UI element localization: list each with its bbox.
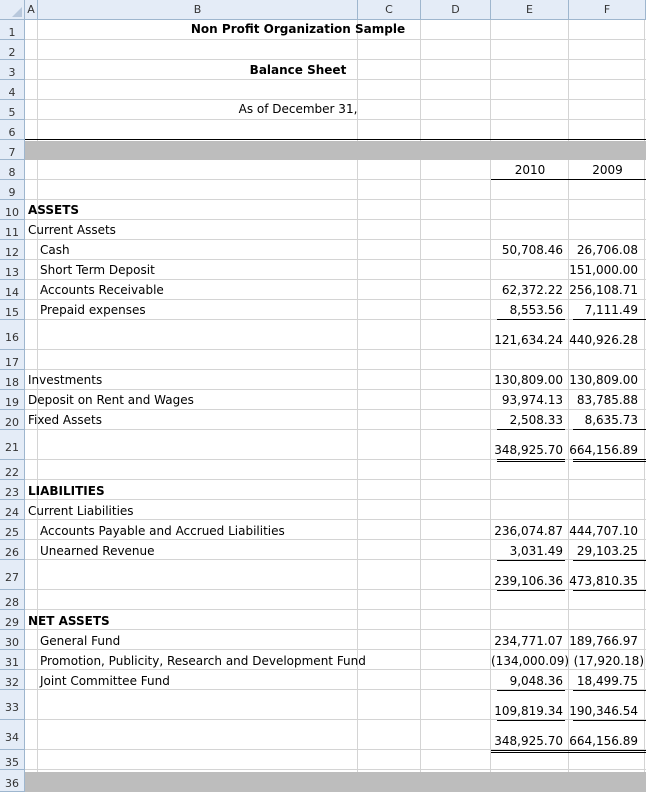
row-gridline: [25, 649, 646, 650]
row-header-8[interactable]: 8: [0, 160, 25, 180]
row-gridline: [25, 199, 646, 200]
row-header-5[interactable]: 5: [0, 100, 25, 120]
current-assets-label: Current Assets: [28, 223, 116, 237]
unearned-revenue-label: Unearned Revenue: [40, 544, 155, 558]
current-liabilities-label: Current Liabilities: [28, 504, 134, 518]
cash-label: Cash: [40, 243, 70, 257]
footer-band: [25, 772, 646, 792]
row-gridline: [25, 39, 646, 40]
row-gridline: [25, 239, 646, 240]
row-header-27[interactable]: 27: [0, 560, 25, 590]
row-gridline: [25, 499, 646, 500]
row-header-21[interactable]: 21: [0, 430, 25, 460]
net-assets-heading: NET ASSETS: [28, 614, 110, 628]
current-assets-underline-e: [497, 319, 565, 320]
row-header-6[interactable]: 6: [0, 120, 25, 140]
cash-2010: 50,708.46: [501, 243, 563, 257]
accounts-payable-label: Accounts Payable and Accrued Liabilities: [40, 524, 285, 538]
row-header-4[interactable]: 4: [0, 80, 25, 100]
row-gridline: [25, 389, 646, 390]
row-gridline: [25, 629, 646, 630]
row-header-30[interactable]: 30: [0, 630, 25, 650]
net-assets-total-2009: 190,346.54: [569, 704, 638, 718]
row-header-11[interactable]: 11: [0, 220, 25, 240]
fixed-assets-2009: 8,635.73: [584, 413, 638, 427]
row-header-20[interactable]: 20: [0, 410, 25, 430]
column-header-a[interactable]: A: [25, 0, 38, 20]
joint-committee-fund-label: Joint Committee Fund: [40, 674, 170, 688]
row-header-12[interactable]: 12: [0, 240, 25, 260]
promotion-fund-2009: (17,920.18): [573, 654, 644, 668]
organization-name: Non Profit Organization Sample: [190, 22, 406, 36]
liabilities-total-underline-f: [573, 590, 646, 591]
net-assets-total-underline-e: [497, 720, 565, 721]
cash-2009: 26,706.08: [576, 243, 638, 257]
assets-total-dbl-f2: [573, 461, 646, 462]
prepaid-expenses-label: Prepaid expenses: [40, 303, 146, 317]
column-header-e[interactable]: E: [491, 0, 569, 20]
row-header-7[interactable]: 7: [0, 140, 25, 160]
row-header-17[interactable]: 17: [0, 350, 25, 370]
row-header-33[interactable]: 33: [0, 690, 25, 720]
assets-heading: ASSETS: [28, 203, 80, 217]
general-fund-label: General Fund: [40, 634, 121, 648]
investments-2010: 130,809.00: [494, 373, 563, 387]
grand-total-dbl-f1: [569, 750, 646, 751]
row-header-14[interactable]: 14: [0, 280, 25, 300]
row-header-1[interactable]: 1: [0, 20, 25, 40]
liabilities-underline-e: [497, 560, 565, 561]
prepaid-expenses-2010: 8,553.56: [509, 303, 563, 317]
row-gridline: [25, 59, 646, 60]
investments-2009: 130,809.00: [569, 373, 638, 387]
header-band: [25, 141, 646, 160]
assets-underline-e: [497, 429, 565, 430]
row-gridline: [25, 279, 646, 280]
deposit-rent-wages-2010: 93,974.13: [501, 393, 563, 407]
row-header-3[interactable]: 3: [0, 60, 25, 80]
accounts-payable-2009: 444,707.10: [569, 524, 638, 538]
row-header-15[interactable]: 15: [0, 300, 25, 320]
general-fund-2010: 234,771.07: [494, 634, 563, 648]
row-header-32[interactable]: 32: [0, 670, 25, 690]
column-gridline: [644, 20, 645, 792]
liabilities-heading: LIABILITIES: [28, 484, 105, 498]
row-gridline: [25, 99, 646, 100]
title-underline: [25, 139, 646, 140]
deposit-rent-wages-2009: 83,785.88: [576, 393, 638, 407]
assets-total-dbl-f1: [573, 459, 646, 460]
row-header-26[interactable]: 26: [0, 540, 25, 560]
deposit-rent-wages-label: Deposit on Rent and Wages: [28, 393, 194, 407]
column-header-b[interactable]: B: [38, 0, 358, 20]
row-gridline: [25, 609, 646, 610]
accounts-receivable-label: Accounts Receivable: [40, 283, 164, 297]
row-header-34[interactable]: 34: [0, 720, 25, 750]
assets-total-2009: 664,156.89: [569, 443, 638, 457]
assets-total-2010: 348,925.70: [494, 443, 563, 457]
row-header-2[interactable]: 2: [0, 40, 25, 60]
current-assets-total-2009: 440,926.28: [569, 333, 638, 347]
investments-label: Investments: [28, 373, 103, 387]
row-header-16[interactable]: 16: [0, 320, 25, 350]
grand-total-2010: 348,925.70: [494, 734, 563, 748]
row-header-29[interactable]: 29: [0, 610, 25, 630]
as-of-date: As of December 31,: [238, 102, 358, 116]
liabilities-underline-f: [573, 560, 646, 561]
grand-total-dbl-e2: [491, 752, 569, 753]
general-fund-2009: 189,766.97: [569, 634, 638, 648]
row-header-24[interactable]: 24: [0, 500, 25, 520]
short-term-deposit-2009: 151,000.00: [569, 263, 638, 277]
row-gridline: [25, 669, 646, 670]
year-2010: 2010: [514, 163, 546, 177]
column-gridline: [420, 20, 421, 792]
liabilities-total-2010: 239,106.36: [494, 574, 563, 588]
row-header-23[interactable]: 23: [0, 480, 25, 500]
column-gridline: [357, 20, 358, 792]
assets-total-dbl-e1: [497, 459, 565, 460]
row-gridline: [25, 219, 646, 220]
accounts-receivable-2009: 256,108.71: [569, 283, 638, 297]
row-header-25[interactable]: 25: [0, 520, 25, 540]
net-assets-underline-f: [573, 690, 646, 691]
current-assets-total-2010: 121,634.24: [494, 333, 563, 347]
row-header-36[interactable]: 36: [0, 770, 25, 792]
grand-total-2009: 664,156.89: [569, 734, 638, 748]
column-header-d[interactable]: D: [421, 0, 491, 20]
joint-committee-fund-2009: 18,499.75: [576, 674, 638, 688]
unearned-revenue-2009: 29,103.25: [576, 544, 638, 558]
row-header-28[interactable]: 28: [0, 590, 25, 610]
liabilities-total-2009: 473,810.35: [569, 574, 638, 588]
row-header-31[interactable]: 31: [0, 650, 25, 670]
net-assets-total-underline-f: [573, 720, 646, 721]
liabilities-total-underline-e: [497, 590, 565, 591]
assets-total-dbl-e2: [497, 461, 565, 462]
joint-committee-fund-2010: 9,048.36: [509, 674, 563, 688]
fixed-assets-label: Fixed Assets: [28, 413, 102, 427]
grand-total-dbl-e1: [491, 750, 569, 751]
accounts-receivable-2010: 62,372.22: [501, 283, 563, 297]
short-term-deposit-label: Short Term Deposit: [40, 263, 155, 277]
row-gridline: [25, 369, 646, 370]
assets-underline-f: [573, 429, 646, 430]
row-gridline: [25, 769, 646, 770]
accounts-payable-2010: 236,074.87: [494, 524, 563, 538]
promotion-fund-label: Promotion, Publicity, Research and Development Fund: [40, 654, 366, 668]
row-gridline: [25, 409, 646, 410]
row-gridline: [25, 299, 646, 300]
net-assets-underline-e: [497, 690, 565, 691]
row-header-10[interactable]: 10: [0, 200, 25, 220]
grand-total-dbl-f2: [569, 752, 646, 753]
sheet-title: Balance Sheet: [249, 63, 347, 77]
fixed-assets-2010: 2,508.33: [509, 413, 563, 427]
row-gridline: [25, 479, 646, 480]
net-assets-total-2010: 109,819.34: [494, 704, 563, 718]
column-header-f[interactable]: F: [569, 0, 646, 20]
row-gridline: [25, 79, 646, 80]
row-gridline: [25, 349, 646, 350]
row-header-35[interactable]: 35: [0, 750, 25, 770]
unearned-revenue-2010: 3,031.49: [509, 544, 563, 558]
promotion-fund-2010: (134,000.09): [491, 654, 570, 668]
row-gridline: [25, 519, 646, 520]
row-gridline: [25, 539, 646, 540]
current-assets-underline-f: [573, 319, 646, 320]
year-underline: [491, 179, 646, 180]
year-2009: 2009: [592, 163, 623, 177]
select-all-corner[interactable]: [0, 0, 25, 20]
row-gridline: [25, 119, 646, 120]
row-header-19[interactable]: 19: [0, 390, 25, 410]
row-gridline: [25, 259, 646, 260]
row-header-9[interactable]: 9: [0, 180, 25, 200]
row-header-22[interactable]: 22: [0, 460, 25, 480]
column-header-c[interactable]: C: [358, 0, 421, 20]
row-header-18[interactable]: 18: [0, 370, 25, 390]
row-header-13[interactable]: 13: [0, 260, 25, 280]
prepaid-expenses-2009: 7,111.49: [584, 303, 638, 317]
